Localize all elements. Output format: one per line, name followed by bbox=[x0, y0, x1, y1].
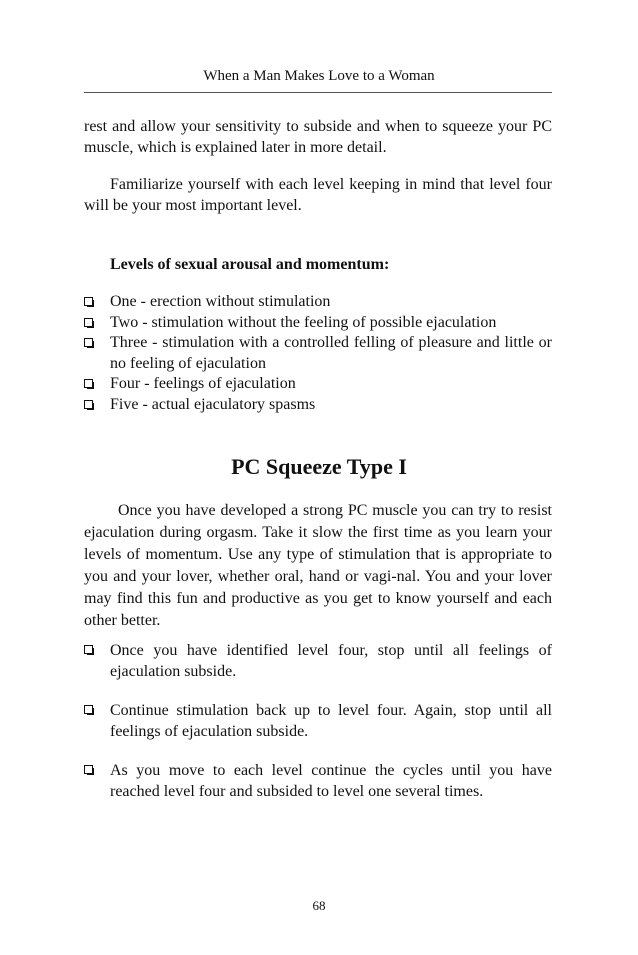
paragraph-continuation: rest and allow your sensitivity to subside and when to squeeze your PC muscle, which is explained later in more detail. bbox=[84, 118, 552, 156]
page-number: 68 bbox=[312, 898, 326, 913]
list-item: One - erection without stimulation bbox=[84, 292, 552, 313]
list-item: Three - stimulation with a controlled felling of pleasure and little or no feeling of ejaculation bbox=[84, 333, 552, 374]
checkbox-bullet-icon bbox=[84, 318, 93, 327]
checkbox-bullet-icon bbox=[84, 338, 93, 347]
paragraph-familiarize: Familiarize yourself with each level keeping in mind that level four will be your most important level. bbox=[84, 176, 552, 214]
steps-list bbox=[84, 640, 552, 820]
checkbox-bullet-icon bbox=[84, 379, 93, 388]
checkbox-bullet-icon bbox=[84, 297, 93, 306]
running-header: When a Man Makes Love to a Woman bbox=[203, 68, 435, 84]
list-item: Once you have identified level four, stop until all feelings of ejaculation subside. bbox=[84, 640, 552, 682]
list-item: As you move to each level continue the cycles until you have reached level four and subsided to level one several times. bbox=[84, 760, 552, 802]
header-rule bbox=[84, 92, 552, 93]
section-title: PC Squeeze Type I bbox=[231, 454, 407, 479]
checkbox-bullet-icon bbox=[84, 645, 93, 654]
paragraph-intro: Once you have developed a strong PC muscle you can try to resist ejaculation during orgasm. Take it slow the first time as you learn your levels of momentum. Use any type of stimulation that is appropriate to you and your lover, whether oral, hand or vagi-nal. You and your lover may find this fun and productive as you get to know yourself and each other better. bbox=[84, 502, 552, 629]
levels-heading: Levels of sexual arousal and momentum: bbox=[110, 256, 390, 273]
list-item: Four - feelings of ejaculation bbox=[84, 374, 552, 395]
list-item: Two - stimulation without the feeling of possible ejaculation bbox=[84, 313, 552, 334]
list-item: Five - actual ejaculatory spasms bbox=[84, 395, 552, 416]
checkbox-bullet-icon bbox=[84, 705, 93, 714]
checkbox-bullet-icon bbox=[84, 765, 93, 774]
checkbox-bullet-icon bbox=[84, 400, 93, 409]
levels-list bbox=[84, 292, 552, 415]
list-item: Continue stimulation back up to level four. Again, stop until all feelings of ejaculation subside. bbox=[84, 700, 552, 742]
